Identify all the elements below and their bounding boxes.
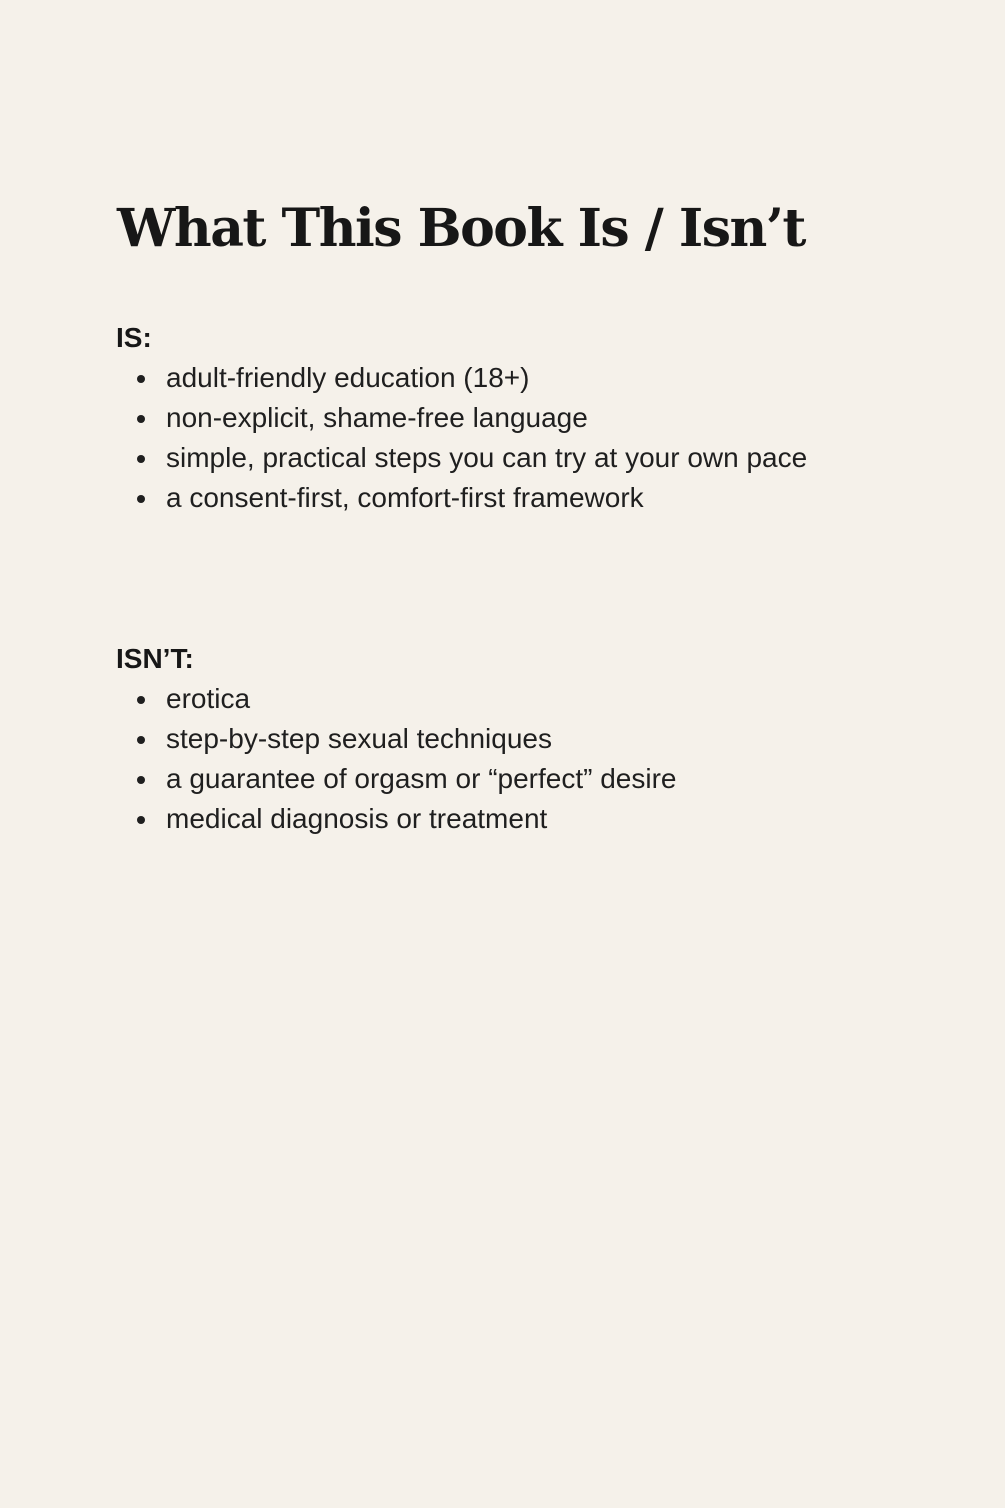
isnt-list xyxy=(116,679,676,839)
isnt-item-text: erotica xyxy=(166,683,251,714)
isnt-item-text: step-by-step sexual techniques xyxy=(166,723,552,754)
isnt-heading: ISN’T: xyxy=(116,643,194,674)
isnt-list-item xyxy=(116,799,676,839)
bullet-icon xyxy=(137,776,145,784)
is-item-text: adult-friendly education (18+) xyxy=(166,362,530,393)
bullet-icon xyxy=(137,415,145,423)
bullet-icon xyxy=(137,375,145,383)
isnt-item-text: a guarantee of orgasm or “perfect” desire xyxy=(166,763,677,794)
is-list-item xyxy=(116,398,807,438)
isnt-section xyxy=(116,639,676,839)
isnt-list-item xyxy=(116,759,676,799)
is-item-text: a consent-first, comfort-first framework xyxy=(166,482,644,513)
is-list xyxy=(116,358,807,518)
bullet-icon xyxy=(137,816,145,824)
is-list-item xyxy=(116,438,807,478)
is-item-text: non-explicit, shame-free language xyxy=(166,402,588,433)
is-list-item xyxy=(116,358,807,398)
is-list-item xyxy=(116,478,807,518)
is-item-text: simple, practical steps you can try at your own pace xyxy=(166,442,808,473)
bullet-icon xyxy=(137,455,145,463)
isnt-list-item xyxy=(116,719,676,759)
page-title: What This Book Is / Isn’t xyxy=(117,198,805,259)
is-heading: IS: xyxy=(116,322,152,353)
isnt-item-text: medical diagnosis or treatment xyxy=(166,803,548,834)
bullet-icon xyxy=(137,696,145,704)
bullet-icon xyxy=(137,736,145,744)
bullet-icon xyxy=(137,495,145,503)
is-section xyxy=(116,318,807,518)
isnt-list-item xyxy=(116,679,676,719)
